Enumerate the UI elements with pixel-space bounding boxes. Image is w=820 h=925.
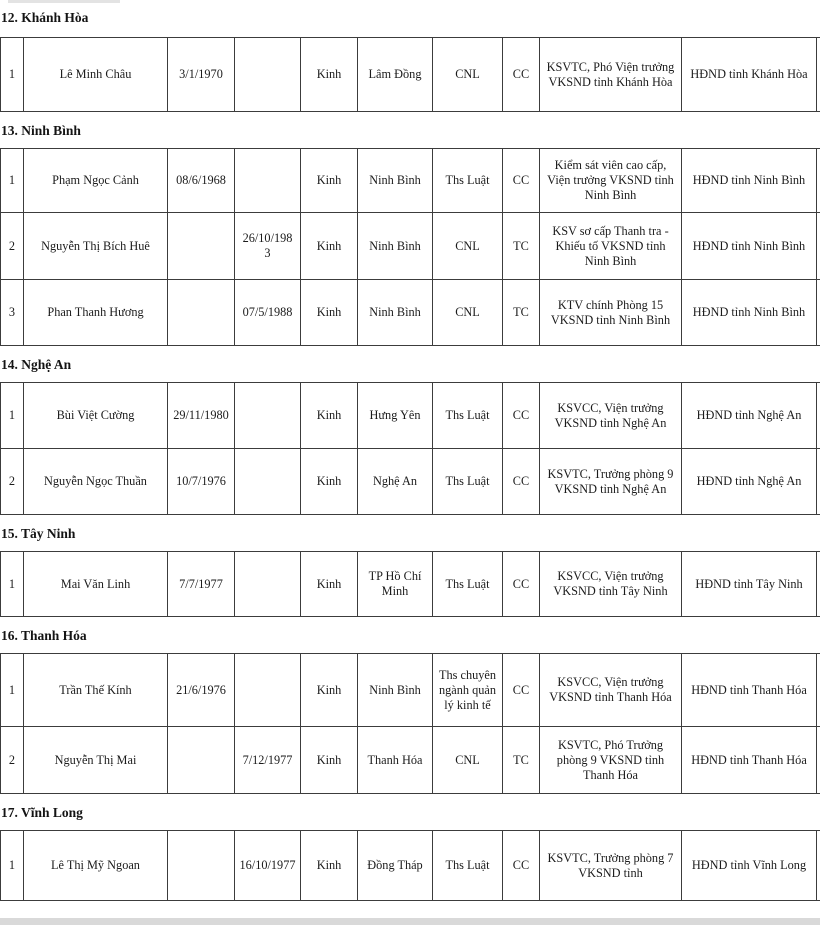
cell-hometown-text: Hưng Yên bbox=[369, 408, 421, 422]
cell-position-text: KSVCC, Viện trưởng VKSND tỉnh Tây Ninh bbox=[553, 569, 668, 598]
cell-council bbox=[682, 213, 817, 280]
cell-hometown bbox=[358, 449, 433, 515]
cell-position bbox=[540, 654, 682, 727]
cell-hometown-text: TP Hồ Chí Minh bbox=[368, 569, 422, 598]
cell-ethnicity bbox=[301, 727, 358, 794]
cell-dob-female-text: 7/12/1977 bbox=[242, 752, 293, 767]
cell-dob-male bbox=[168, 449, 235, 515]
cell-dob-male-text: 08/6/1968 bbox=[176, 173, 226, 187]
province-section bbox=[0, 804, 820, 901]
cell-education-text: CNL bbox=[455, 305, 480, 319]
cell-index-text: 1 bbox=[8, 408, 16, 422]
cell-hometown bbox=[358, 727, 433, 794]
cell-grade bbox=[503, 149, 540, 213]
cell-education-text: CNL bbox=[455, 67, 480, 81]
cell-council bbox=[682, 831, 817, 901]
cell-council bbox=[682, 38, 817, 112]
cell-ethnicity bbox=[301, 654, 358, 727]
cell-dob-male-text: 29/11/1980 bbox=[173, 408, 229, 422]
personnel-table bbox=[0, 382, 820, 515]
cell-clipped-column bbox=[817, 383, 820, 449]
cell-clipped-column bbox=[817, 449, 820, 515]
cell-position bbox=[540, 38, 682, 112]
cell-index-text: 1 bbox=[8, 173, 16, 187]
cell-name-text: Lê Minh Châu bbox=[59, 67, 132, 81]
cell-dob-male bbox=[168, 727, 235, 794]
cell-ethnicity-text: Kinh bbox=[316, 67, 342, 81]
cell-grade-text: TC bbox=[513, 752, 529, 767]
cell-dob-female bbox=[235, 552, 301, 617]
personnel-table bbox=[0, 551, 820, 617]
section-heading: 17. Vĩnh Long bbox=[1, 805, 83, 820]
cell-position bbox=[540, 213, 682, 280]
cell-name bbox=[24, 552, 168, 617]
cell-name-text: Phạm Ngọc Cảnh bbox=[52, 173, 139, 187]
cell-name-text: Nguyễn Thị Mai bbox=[54, 752, 137, 767]
cell-index bbox=[1, 449, 24, 515]
cell-education-text: Ths Luật bbox=[445, 408, 490, 422]
province-section bbox=[0, 356, 820, 515]
cell-grade-text: CC bbox=[512, 173, 530, 187]
cell-council-text: HĐND tỉnh Thanh Hóa bbox=[691, 752, 807, 767]
cell-council-text: HĐND tỉnh Tây Ninh bbox=[695, 576, 803, 591]
cell-clipped-column bbox=[817, 280, 820, 346]
cell-index-text: 1 bbox=[8, 576, 16, 591]
cell-council bbox=[682, 654, 817, 727]
cell-hometown bbox=[358, 280, 433, 346]
cell-education bbox=[433, 149, 503, 213]
cell-ethnicity bbox=[301, 831, 358, 901]
table-row bbox=[1, 383, 820, 449]
cell-council bbox=[682, 552, 817, 617]
cell-index-text: 2 bbox=[8, 238, 16, 253]
cell-dob-male bbox=[168, 280, 235, 346]
cell-dob-male-text: 7/7/1977 bbox=[179, 576, 223, 591]
cell-dob-male bbox=[168, 213, 235, 280]
cell-hometown bbox=[358, 831, 433, 901]
cell-council bbox=[682, 280, 817, 346]
cell-council bbox=[682, 727, 817, 794]
cell-education-text: Ths Luật bbox=[445, 858, 490, 872]
cell-name-text: Bùi Việt Cường bbox=[56, 408, 135, 422]
cell-index-text: 1 bbox=[8, 682, 16, 697]
cell-name-text: Nguyễn Thị Bích Huê bbox=[41, 238, 150, 253]
cell-grade bbox=[503, 280, 540, 346]
cell-ethnicity bbox=[301, 149, 358, 213]
cell-position bbox=[540, 383, 682, 449]
cell-dob-female bbox=[235, 831, 301, 901]
cell-ethnicity-text: Kinh bbox=[316, 408, 342, 422]
cell-hometown bbox=[358, 213, 433, 280]
cell-dob-female bbox=[235, 383, 301, 449]
cell-clipped-column bbox=[817, 831, 820, 901]
cell-hometown-text: Ninh Bình bbox=[369, 238, 421, 253]
cell-council bbox=[682, 449, 817, 515]
cell-position bbox=[540, 727, 682, 794]
cell-hometown bbox=[358, 383, 433, 449]
province-section bbox=[0, 525, 820, 617]
cell-ethnicity-text: Kinh bbox=[316, 474, 342, 488]
cell-grade bbox=[503, 654, 540, 727]
cell-grade-text: CC bbox=[512, 67, 530, 81]
section-heading: 13. Ninh Bình bbox=[1, 123, 81, 138]
cell-dob-male bbox=[168, 831, 235, 901]
cell-hometown-text: Ninh Bình bbox=[369, 173, 421, 187]
cell-dob-male bbox=[168, 552, 235, 617]
cell-education-text: Ths chuyên ngành quản lý kinh tế bbox=[438, 667, 497, 712]
cell-education bbox=[433, 280, 503, 346]
cell-position bbox=[540, 552, 682, 617]
cell-index bbox=[1, 552, 24, 617]
cell-hometown-text: Thanh Hóa bbox=[367, 752, 423, 767]
cell-name-text: Trần Thế Kính bbox=[59, 682, 132, 697]
cell-ethnicity bbox=[301, 280, 358, 346]
cell-index bbox=[1, 280, 24, 346]
page-bottom-strip bbox=[0, 918, 820, 925]
cell-education bbox=[433, 552, 503, 617]
cell-hometown bbox=[358, 552, 433, 617]
cell-grade-text: CC bbox=[512, 408, 530, 422]
cell-grade bbox=[503, 38, 540, 112]
cell-grade-text: CC bbox=[512, 682, 530, 697]
cell-name-text: Mai Văn Linh bbox=[60, 576, 131, 591]
section-heading: 15. Tây Ninh bbox=[1, 526, 76, 541]
cell-dob-male bbox=[168, 383, 235, 449]
cell-clipped-column bbox=[817, 38, 820, 112]
cell-position-text: KSV sơ cấp Thanh tra - Khiếu tố VKSND tỉnh Ninh Bình bbox=[552, 223, 669, 268]
cell-name bbox=[24, 727, 168, 794]
cell-dob-male-text: 10/7/1976 bbox=[176, 474, 226, 488]
cell-education bbox=[433, 38, 503, 112]
cell-dob-female bbox=[235, 449, 301, 515]
personnel-table bbox=[0, 653, 820, 794]
cell-hometown-text: Ninh Bình bbox=[369, 682, 421, 697]
cell-position-text: KSVCC, Viện trưởng VKSND tỉnh Thanh Hóa bbox=[549, 675, 672, 704]
cell-index bbox=[1, 38, 24, 112]
cell-dob-male-text: 21/6/1976 bbox=[176, 682, 226, 697]
cell-education-text: CNL bbox=[455, 752, 480, 767]
cell-ethnicity-text: Kinh bbox=[316, 682, 342, 697]
cell-dob-female bbox=[235, 38, 301, 112]
cell-position bbox=[540, 449, 682, 515]
cell-clipped-column bbox=[817, 654, 820, 727]
cell-index-text: 3 bbox=[8, 305, 16, 319]
cell-index bbox=[1, 213, 24, 280]
personnel-table bbox=[0, 148, 820, 346]
personnel-table bbox=[0, 37, 820, 112]
cell-name bbox=[24, 38, 168, 112]
table-row bbox=[1, 552, 820, 617]
cell-grade-text: TC bbox=[513, 305, 529, 319]
cell-council-text: HĐND tỉnh Ninh Bình bbox=[692, 173, 806, 187]
cell-position-text: KSVTC, Trưởng phòng 9 VKSND tỉnh Nghệ An bbox=[547, 466, 674, 496]
cell-dob-female-text: 07/5/1988 bbox=[242, 305, 293, 319]
section-heading: 14. Nghệ An bbox=[1, 357, 72, 372]
cell-dob-female bbox=[235, 149, 301, 213]
cell-education-text: Ths Luật bbox=[445, 474, 490, 488]
table-row bbox=[1, 831, 820, 901]
province-section bbox=[0, 9, 820, 112]
table-row bbox=[1, 654, 820, 727]
cell-grade-text: TC bbox=[513, 238, 529, 253]
cell-hometown bbox=[358, 38, 433, 112]
cell-council-text: HĐND tỉnh Vĩnh Long bbox=[691, 858, 807, 872]
cell-position bbox=[540, 280, 682, 346]
cell-name bbox=[24, 149, 168, 213]
section-heading: 16. Thanh Hóa bbox=[1, 628, 87, 643]
province-section bbox=[0, 627, 820, 794]
cell-name bbox=[24, 654, 168, 727]
clipped-previous-content-artifact bbox=[8, 0, 120, 3]
cell-index-text: 2 bbox=[8, 474, 16, 488]
cell-index bbox=[1, 383, 24, 449]
cell-name bbox=[24, 383, 168, 449]
cell-dob-female bbox=[235, 280, 301, 346]
cell-dob-female-text: 26/10/1983 bbox=[242, 231, 293, 260]
cell-name bbox=[24, 449, 168, 515]
cell-dob-male-text: 3/1/1970 bbox=[179, 67, 223, 81]
cell-position-text: Kiểm sát viên cao cấp, Viện trưởng VKSND tỉnh Ninh Bình bbox=[547, 158, 674, 202]
cell-hometown-text: Lâm Đồng bbox=[368, 67, 422, 81]
cell-education-text: CNL bbox=[455, 238, 480, 253]
cell-dob-female bbox=[235, 727, 301, 794]
cell-hometown-text: Đồng Tháp bbox=[367, 858, 423, 872]
cell-dob-male bbox=[168, 654, 235, 727]
cell-position bbox=[540, 149, 682, 213]
cell-grade bbox=[503, 213, 540, 280]
cell-dob-male bbox=[168, 149, 235, 213]
cell-ethnicity bbox=[301, 38, 358, 112]
cell-ethnicity-text: Kinh bbox=[316, 305, 342, 319]
cell-name bbox=[24, 831, 168, 901]
cell-grade bbox=[503, 727, 540, 794]
cell-council-text: HĐND tỉnh Nghệ An bbox=[696, 408, 802, 422]
cell-ethnicity-text: Kinh bbox=[316, 858, 342, 872]
cell-name bbox=[24, 280, 168, 346]
cell-index-text: 2 bbox=[8, 752, 16, 767]
cell-ethnicity-text: Kinh bbox=[316, 576, 342, 591]
cell-education bbox=[433, 831, 503, 901]
cell-education-text: Ths Luật bbox=[445, 576, 490, 591]
cell-education bbox=[433, 654, 503, 727]
cell-clipped-column bbox=[817, 727, 820, 794]
cell-clipped-column bbox=[817, 213, 820, 280]
cell-grade bbox=[503, 552, 540, 617]
cell-council-text: HĐND tỉnh Nghệ An bbox=[696, 474, 802, 488]
cell-name-text: Phan Thanh Hương bbox=[47, 305, 144, 319]
cell-clipped-column bbox=[817, 149, 820, 213]
cell-council-text: HĐND tỉnh Ninh Bình bbox=[692, 238, 806, 253]
cell-dob-female bbox=[235, 654, 301, 727]
cell-index bbox=[1, 654, 24, 727]
cell-grade bbox=[503, 383, 540, 449]
cell-clipped-column bbox=[817, 552, 820, 617]
cell-name-text: Nguyễn Ngọc Thuần bbox=[44, 474, 147, 488]
cell-council-text: HĐND tỉnh Ninh Bình bbox=[692, 305, 806, 319]
cell-ethnicity-text: Kinh bbox=[316, 173, 342, 187]
cell-index bbox=[1, 831, 24, 901]
cell-hometown bbox=[358, 654, 433, 727]
cell-dob-male bbox=[168, 38, 235, 112]
cell-hometown-text: Ninh Bình bbox=[369, 305, 421, 319]
cell-ethnicity bbox=[301, 552, 358, 617]
cell-grade-text: CC bbox=[512, 858, 530, 872]
cell-position-text: KSVCC, Viện trưởng VKSND tỉnh Nghệ An bbox=[554, 400, 667, 430]
cell-position-text: KSVTC, Phó Trưởng phòng 9 VKSND tỉnh Thanh Hóa bbox=[556, 737, 665, 782]
cell-education bbox=[433, 449, 503, 515]
cell-index-text: 1 bbox=[8, 67, 16, 81]
cell-position-text: KSVTC, Phó Viện trưởng VKSND tỉnh Khánh Hòa bbox=[546, 59, 675, 89]
cell-grade-text: CC bbox=[512, 474, 530, 488]
section-heading: 12. Khánh Hòa bbox=[1, 10, 89, 25]
cell-dob-female bbox=[235, 213, 301, 280]
cell-education bbox=[433, 383, 503, 449]
cell-index bbox=[1, 149, 24, 213]
personnel-table bbox=[0, 830, 820, 901]
cell-ethnicity bbox=[301, 383, 358, 449]
cell-grade-text: CC bbox=[512, 576, 530, 591]
cell-council bbox=[682, 149, 817, 213]
cell-grade bbox=[503, 449, 540, 515]
cell-ethnicity bbox=[301, 449, 358, 515]
cell-hometown bbox=[358, 149, 433, 213]
province-section bbox=[0, 122, 820, 346]
cell-education bbox=[433, 213, 503, 280]
cell-council bbox=[682, 383, 817, 449]
cell-hometown-text: Nghệ An bbox=[372, 474, 418, 488]
cell-council-text: HĐND tỉnh Khánh Hòa bbox=[690, 67, 808, 81]
cell-position-text: KTV chính Phòng 15 VKSND tỉnh Ninh Bình bbox=[550, 297, 671, 327]
table-row bbox=[1, 449, 820, 515]
table-row bbox=[1, 280, 820, 346]
cell-position bbox=[540, 831, 682, 901]
cell-index bbox=[1, 727, 24, 794]
cell-index-text: 1 bbox=[8, 858, 16, 872]
cell-education-text: Ths Luật bbox=[445, 173, 490, 187]
cell-dob-female-text: 16/10/1977 bbox=[239, 858, 296, 872]
cell-position-text: KSVTC, Trưởng phòng 7 VKSND tỉnh bbox=[547, 850, 674, 880]
table-row bbox=[1, 213, 820, 280]
cell-grade bbox=[503, 831, 540, 901]
table-row bbox=[1, 727, 820, 794]
cell-education bbox=[433, 727, 503, 794]
table-row bbox=[1, 149, 820, 213]
cell-ethnicity bbox=[301, 213, 358, 280]
table-row bbox=[1, 38, 820, 112]
cell-council-text: HĐND tỉnh Thanh Hóa bbox=[691, 682, 807, 697]
cell-ethnicity-text: Kinh bbox=[316, 238, 342, 253]
cell-name bbox=[24, 213, 168, 280]
cell-ethnicity-text: Kinh bbox=[316, 752, 342, 767]
cell-name-text: Lê Thị Mỹ Ngoan bbox=[51, 858, 140, 872]
